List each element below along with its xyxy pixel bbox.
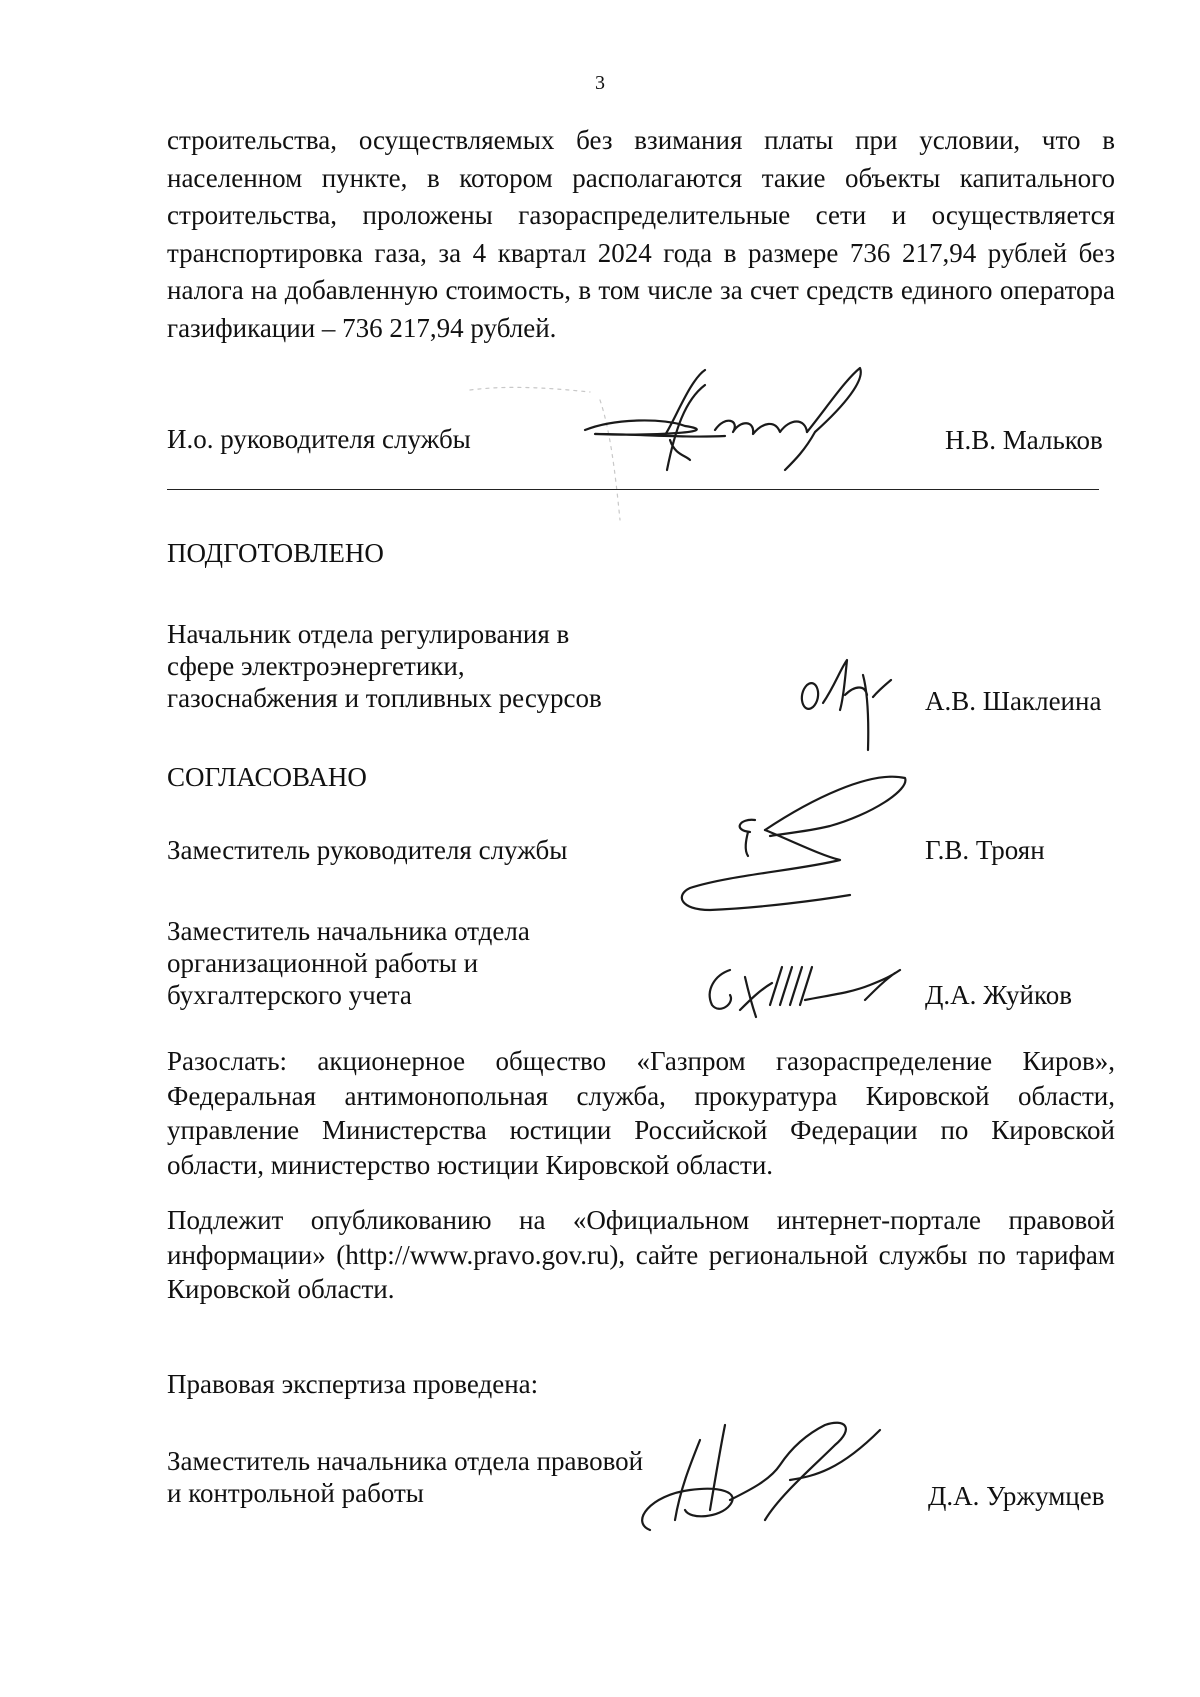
prepared-heading: ПОДГОТОВЛЕНО bbox=[167, 538, 384, 568]
agreed-signer-2-name: Д.А. Жуйков bbox=[925, 980, 1072, 1010]
prepared-signature-mark bbox=[795, 655, 905, 755]
position-line: Начальник отдела регулирования в bbox=[167, 619, 570, 649]
legal-review-heading: Правовая экспертиза проведена: bbox=[167, 1369, 539, 1399]
agreed-signer-2-signature-mark bbox=[690, 955, 910, 1025]
agreed-signer-1-name: Г.В. Троян bbox=[925, 835, 1045, 865]
position-line: организационной работы и bbox=[167, 948, 479, 978]
head-signer-position: И.о. руководителя службы bbox=[167, 424, 471, 454]
agreed-signer-1-signature-mark bbox=[670, 760, 930, 930]
legal-review-signer-name: Д.А. Уржумцев bbox=[928, 1481, 1105, 1511]
divider-line bbox=[167, 489, 1099, 490]
legal-review-signer-position bbox=[167, 1445, 643, 1509]
agreed-signer-1-position bbox=[167, 834, 567, 866]
position-line: Заместитель начальника отдела правовой bbox=[167, 1446, 644, 1476]
head-signature-mark bbox=[575, 360, 895, 480]
position-line: Заместитель начальника отдела bbox=[167, 916, 530, 946]
distribution-paragraph: Разослать: акционерное общество «Газпром газораспределение Киров», Федеральная антимонопольная служба, прокуратура Кировской области, управление Министерства юстиции Российской Федерации по Кировской области, министерство юстиции Кировской области. bbox=[167, 1046, 1115, 1180]
agreed-heading: СОГЛАСОВАНО bbox=[167, 762, 367, 792]
intro-paragraph: строительства, осуществляемых без взимания платы при условии, что в населенном пункте, в котором располагаются такие объекты капитального строительства, проложены газораспределительные сети и осуществляется транспортировка газа, за 4 квартал 2024 года в размере 736 217,94 рублей без налога на добавленную стоимость, в том числе за счет средств единого оператора газификации – 736 217,94 рублей. bbox=[167, 125, 1115, 343]
prepared-signer-name: А.В. Шаклеина bbox=[925, 686, 1102, 716]
position-line: сфере электроэнергетики, bbox=[167, 651, 465, 681]
page-number: 3 bbox=[595, 72, 605, 94]
position-line: Заместитель руководителя службы bbox=[167, 835, 568, 865]
publication-paragraph: Подлежит опубликованию на «Официальном интернет-портале правовой информации» (http://www.pravo.gov.ru), сайте региональной службы по тарифам Кировской области. bbox=[167, 1205, 1115, 1304]
head-signer-name: Н.В. Мальков bbox=[945, 425, 1103, 455]
legal-review-signature-mark bbox=[630, 1410, 930, 1540]
agreed-signer-2-position bbox=[167, 915, 530, 1011]
prepared-signer-position bbox=[167, 618, 602, 714]
position-line: бухгалтерского учета bbox=[167, 980, 412, 1010]
position-line: газоснабжения и топливных ресурсов bbox=[167, 683, 602, 713]
position-line: и контрольной работы bbox=[167, 1478, 424, 1508]
